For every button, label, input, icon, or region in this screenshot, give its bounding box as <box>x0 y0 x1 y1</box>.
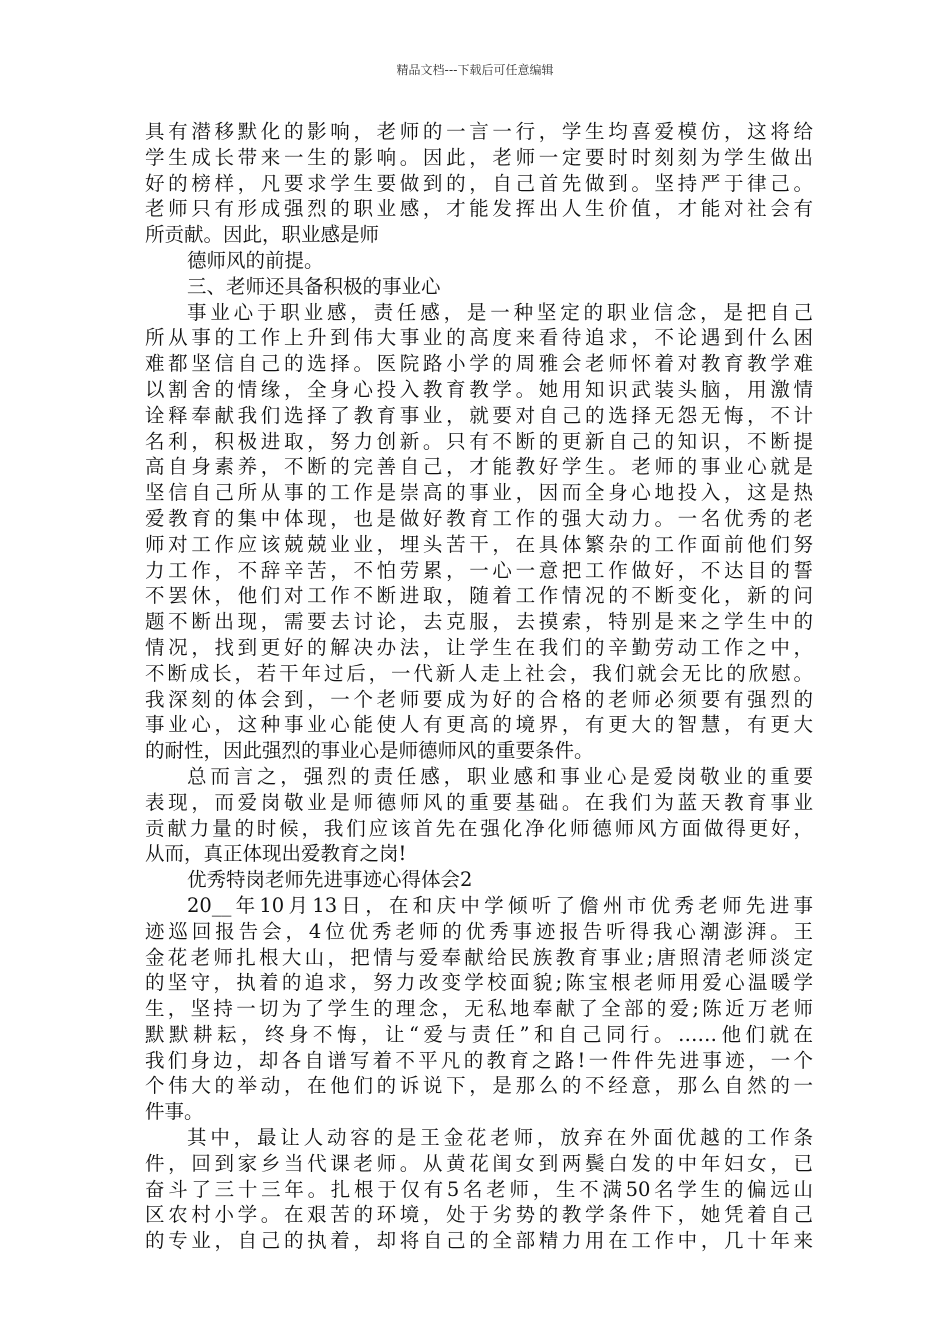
text-line: 老师只有形成强烈的职业感，才能发挥出人生价值，才能对社会有 <box>145 197 813 221</box>
text-line: 20__年10月13日，在和庆中学倾听了儋州市优秀老师先进事 <box>187 893 813 917</box>
text-line: 学生成长带来一生的影响。因此，老师一定要时时刻刻为学生做出 <box>145 145 813 169</box>
text-line: 师对工作应该兢兢业业，埋头苦干，在具体繁杂的工作面前他们努 <box>145 532 813 556</box>
document-body <box>145 119 813 1254</box>
text-line: 高自身素养，不断的完善自己，才能教好学生。老师的事业心就是 <box>145 455 813 479</box>
text-line: 优秀特岗老师先进事迹心得体会2 <box>187 868 473 892</box>
text-line: 爱教育的集中体现，也是做好教育工作的强大动力。一名优秀的老 <box>145 506 813 530</box>
text-line: 难都坚信自己的选择。医院路小学的周雅会老师怀着对教育教学难 <box>145 352 813 376</box>
text-line: 的耐性，因此强烈的事业心是师德师风的重要条件。 <box>145 739 594 763</box>
text-line: 贡献力量的时候，我们应该首先在强化净化师德师风方面做得更好， <box>145 816 813 840</box>
text-line: 不断成长，若干年过后，一代新人走上社会，我们就会无比的欣慰。 <box>145 661 813 685</box>
text-line: 件事。 <box>145 1100 204 1124</box>
text-line: 我们身边，却各自谱写着不平凡的教育之路!一件件先进事迹，一个 <box>145 1048 813 1072</box>
text-line: 好的榜样，凡要求学生要做到的，自己首先做到。坚持严于律己。 <box>145 171 813 195</box>
text-line: 名利，积极进取，努力创新。只有不断的更新自己的知识，不断提 <box>145 429 813 453</box>
text-line: 所从事的工作上升到伟大事业的高度来看待追求，不论遇到什么困 <box>145 326 813 350</box>
text-line: 件，回到家乡当代课老师。从黄花闺女到两鬓白发的中年妇女，已 <box>145 1151 813 1175</box>
text-line: 区农村小学。在艰苦的环境，处于劣势的教学条件下，她凭着自己 <box>145 1203 813 1227</box>
text-line: 德师风的前提。 <box>187 248 324 272</box>
text-line: 我深刻的体会到，一个老师要成为好的合格的老师必须要有强烈的 <box>145 687 813 711</box>
text-line: 表现，而爱岗敬业是师德师风的重要基础。在我们为蓝天教育事业 <box>145 790 813 814</box>
text-line: 的专业，自己的执着，却将自己的全部精力用在工作中，几十年来 <box>145 1229 813 1253</box>
text-line: 以割舍的情缘，全身心投入教育教学。她用知识武装头脑，用激情 <box>145 377 813 401</box>
text-line: 生，坚持一切为了学生的理念，无私地奉献了全部的爱;陈近万老师 <box>145 997 813 1021</box>
text-line: 事业心，这种事业心能使人有更高的境界，有更大的智慧，有更大 <box>145 713 813 737</box>
text-line: 事业心于职业感，责任感，是一种坚定的职业信念，是把自己 <box>187 300 813 324</box>
text-line: 个伟大的举动，在他们的诉说下，是那么的不经意，那么自然的一 <box>145 1074 813 1098</box>
text-line: 迹巡回报告会，4位优秀老师的优秀事迹报告听得我心潮澎湃。王 <box>145 919 813 943</box>
text-line: 题不断出现，需要去讨论，去克服，去摸索，特别是来之学生中的 <box>145 610 813 634</box>
text-line: 坚信自己所从事的工作是崇高的事业，因而全身心地投入，这是热 <box>145 481 813 505</box>
text-line: 所贡献。因此，职业感是师 <box>145 223 380 247</box>
text-line: 默默耕耘，终身不悔，让“爱与责任”和自己同行。……他们就在 <box>145 1022 813 1046</box>
text-line: 诠释奉献我们选择了教育事业，就要对自己的选择无怨无悔，不计 <box>145 403 813 427</box>
text-line: 从而，真正体现出爱教育之岗! <box>145 842 407 866</box>
text-line: 不罢休，他们对工作不断进取，随着工作情况的不断变化，新的问 <box>145 584 813 608</box>
text-line: 其中，最让人动容的是王金花老师，放弃在外面优越的工作条 <box>187 1126 813 1150</box>
text-line: 的坚守，执着的追求，努力改变学校面貌;陈宝根老师用爱心温暖学 <box>145 971 813 995</box>
text-line: 三、老师还具备积极的事业心 <box>187 274 441 298</box>
text-line: 奋斗了三十三年。扎根于仅有5名老师，生不满50名学生的偏远山 <box>145 1177 813 1201</box>
page-header: 精品文档---下载后可任意编辑 <box>396 63 554 77</box>
text-line: 情况，找到更好的解决办法，让学生在我们的辛勤劳动工作之中， <box>145 635 813 659</box>
text-line: 力工作，不辞辛苦，不怕劳累，一心一意把工作做好，不达目的誓 <box>145 558 813 582</box>
text-line: 具有潜移默化的影响，老师的一言一行，学生均喜爱模仿，这将给 <box>145 120 813 143</box>
text-line: 总而言之，强烈的责任感，职业感和事业心是爱岗敬业的重要 <box>187 764 813 788</box>
text-line: 金花老师扎根大山，把情与爱奉献给民族教育事业;唐照清老师淡定 <box>145 945 813 969</box>
